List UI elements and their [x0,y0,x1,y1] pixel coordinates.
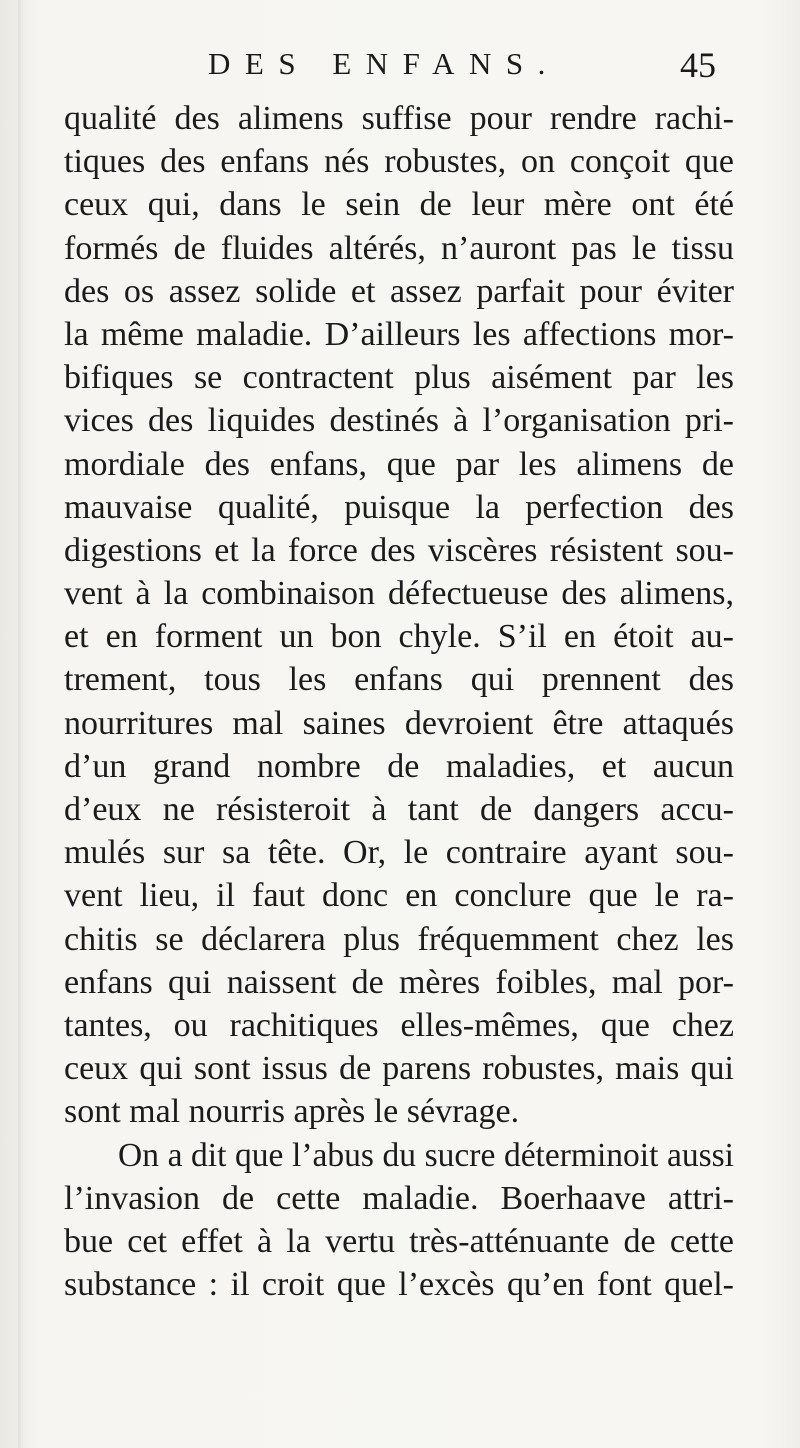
text-line: trement, tous les enfans qui prennent des [64,661,734,699]
text-line: et en forment un bon chyle. S’il en étoit au- [64,618,734,656]
text-line: vent à la combinaison défectueuse des alimens, [64,575,734,613]
page-header [0,44,800,94]
text-line: qualité des alimens suffise pour rendre rachi- [64,100,734,137]
text-line: d’un grand nombre de maladies, et aucun [64,747,734,785]
text-line: mulés sur sa tête. Or, le contraire ayant sou- [64,834,734,872]
text-line: enfans qui naissent de mères foibles, mal por- [64,963,734,1001]
text-line: chitis se déclarera plus fréquemment chez les [64,920,734,958]
text-line: la même maladie. D’ailleurs les affections mor- [64,315,734,353]
text-line: vices des liquides destinés à l’organisation pri- [64,402,734,440]
text-line: mauvaise qualité, puisque la perfection des [64,488,734,526]
text-line: tiques des enfans nés robustes, on conçoit que [64,143,734,181]
paragraph-end-line: sont mal nourris après le sévrage. [64,1093,520,1131]
text-line: digestions et la force des viscères résistent sou- [64,531,734,569]
text-line: vent lieu, il faut donc en conclure que le ra- [64,877,734,915]
text-line: substance : il croit que l’excès qu’en font quel- [64,1266,734,1304]
page-gutter-shadow [18,0,24,1448]
text-line: des os assez solide et assez parfait pour éviter [64,272,734,310]
text-line: d’eux ne résisteroit à tant de dangers accu- [64,791,734,828]
running-title: DES ENFANS. [208,46,560,81]
text-line: bue cet effet à la vertu très-atténuante de cette [64,1222,734,1260]
text-line: ceux qui sont issus de parens robustes, mais qui [64,1050,734,1088]
text-line: l’invasion de cette maladie. Boerhaave attri- [64,1179,734,1217]
paragraph-start-line: On a dit que l’abus du sucre déterminoit aussi [118,1136,734,1174]
text-line: mordiale des enfans, que par les alimens de [64,445,734,483]
text-line: ceux qui, dans le sein de leur mère ont été [64,186,734,224]
page-number: 45 [680,45,716,85]
text-line: bifiques se contractent plus aisément par les [64,359,734,397]
text-line: nourritures mal saines devroient être attaqués [64,704,734,742]
text-line: formés de fluides altérés, n’auront pas le tissu [64,229,734,267]
body-text [64,97,734,1306]
text-line: tantes, ou rachitiques elles-mêmes, que chez [64,1006,734,1044]
